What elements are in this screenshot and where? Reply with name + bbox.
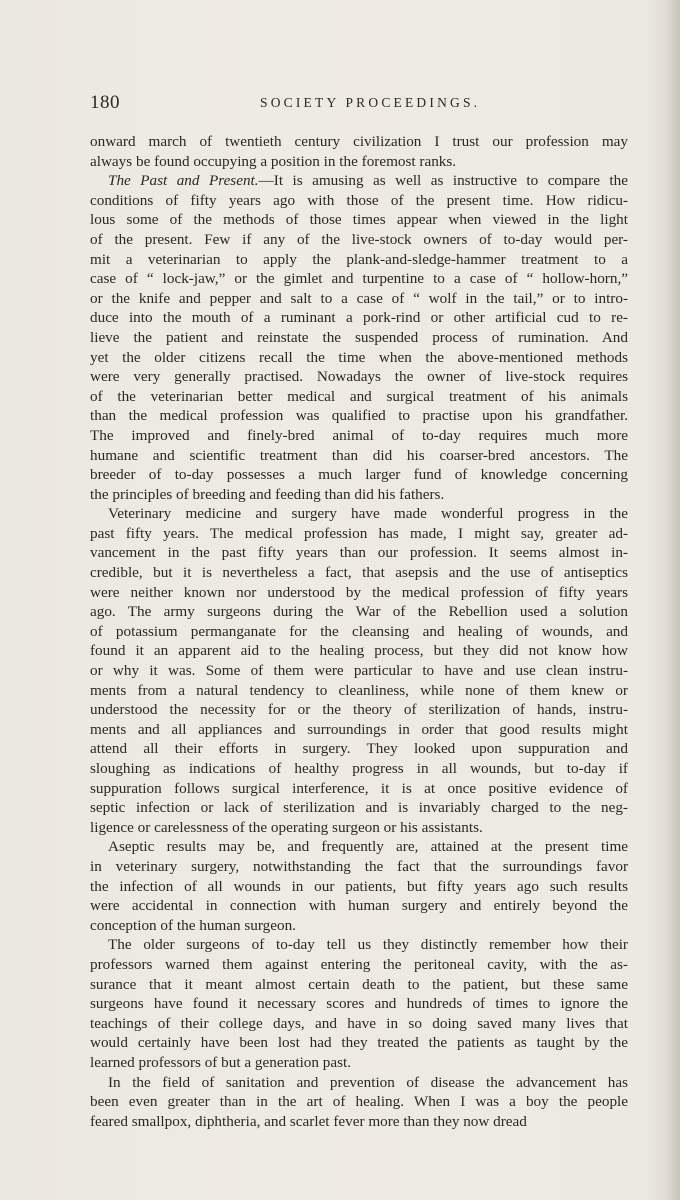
text-line: of the veterinarian better medical and surgical treatment of his animals bbox=[90, 387, 628, 405]
text-line: surance that it meant almost certain death to the patient, but these same bbox=[90, 975, 628, 993]
text-line: conditions of fifty years ago with those of the present time. How ridicu- bbox=[90, 191, 628, 209]
page-header bbox=[90, 92, 630, 116]
text-line: lous some of the methods of those times appear when viewed in the light bbox=[90, 211, 628, 229]
text-line: attend all their efforts in surgery. They looked upon suppuration and bbox=[90, 740, 628, 758]
text-line: septic infection or lack of sterilization and is invariably charged to the neg- bbox=[90, 799, 628, 817]
text-line: teachings of their college days, and have in so doing saved many lives that bbox=[90, 1014, 628, 1032]
body-text bbox=[90, 132, 628, 1131]
paragraph-older-surgeons bbox=[90, 935, 628, 1072]
text-line: the infection of all wounds in our patients, but fifty years ago such results bbox=[90, 877, 628, 895]
text-line: mit a veterinarian to apply the plank-and-sledge-hammer treatment to a bbox=[90, 250, 628, 268]
text-line: understood the necessity for or the theory of sterilization of hands, instru- bbox=[90, 701, 628, 719]
paragraph-sanitation bbox=[90, 1073, 628, 1132]
text-line: feared smallpox, diphtheria, and scarlet fever more than they now dread bbox=[90, 1112, 527, 1130]
text-line: were very generally practised. Nowadays the owner of live-stock requires bbox=[90, 368, 628, 386]
text-line: vancement in the past fifty years than our profession. It seems almost in- bbox=[90, 544, 628, 562]
text-line: ments and all appliances and surroundings in order that good results might bbox=[90, 720, 628, 738]
text-line: than the medical profession was qualified to practise upon his grandfather. bbox=[90, 407, 628, 425]
text-line: humane and scientific treatment than did his coarser-bred ancestors. The bbox=[90, 446, 628, 464]
running-title: SOCIETY PROCEEDINGS. bbox=[260, 95, 481, 110]
text-line: or the knife and pepper and salt to a case of “ wolf in the tail,” or to intro- bbox=[90, 289, 628, 307]
paragraph-aseptic-results bbox=[90, 837, 628, 935]
text-line: Aseptic results may be, and frequently are, attained at the present time bbox=[108, 838, 628, 856]
text-line: the principles of breeding and feeding than did his fathers. bbox=[90, 485, 445, 503]
text-line: lieve the patient and reinstate the suspended process of rumination. And bbox=[90, 328, 628, 346]
text-line: ago. The army surgeons during the War of the Rebellion used a solution bbox=[90, 603, 628, 621]
text-line: of the present. Few if any of the live-stock owners of to-day would per- bbox=[90, 230, 628, 248]
text-line: suppuration follows surgical interference, it is at once positive evidence of bbox=[90, 779, 628, 797]
page-edge-shadow bbox=[666, 0, 680, 1200]
text-line: The older surgeons of to-day tell us they distinctly remember how their bbox=[108, 936, 628, 954]
text-line: surgeons have found it necessary scores and hundreds of times to ignore the bbox=[90, 995, 628, 1013]
text-line: The improved and finely-bred animal of to-day requires much more bbox=[90, 426, 628, 444]
text-line: ligence or carelessness of the operating surgeon or his assistants. bbox=[90, 818, 483, 836]
text-line: conception of the human surgeon. bbox=[90, 916, 296, 934]
text-line: professors warned them against entering the peritoneal cavity, with the as- bbox=[90, 955, 628, 973]
text-line: yet the older citizens recall the time when the above-mentioned methods bbox=[90, 348, 628, 366]
text-line: found it an apparent aid to the healing process, but they did not know how bbox=[90, 642, 628, 660]
text-line: onward march of twentieth century civilization I trust our profession may bbox=[90, 133, 628, 150]
text-line: of potassium permanganate for the cleansing and healing of wounds, and bbox=[90, 622, 628, 640]
line-text: —It is amusing as well as instructive to compare the bbox=[258, 172, 628, 190]
text-line: breeder of to-day possesses a much larger fund of knowledge concerning bbox=[90, 466, 628, 484]
text-line: learned professors of but a generation past. bbox=[90, 1053, 352, 1071]
text-line: were neither known nor understood by the medical profession of fifty years bbox=[90, 583, 628, 601]
text-line: in veterinary surgery, notwithstanding the fact that the surroundings favor bbox=[90, 857, 628, 875]
text-line: would certainly have been lost had they treated the patients as taught by the bbox=[90, 1034, 628, 1052]
paragraph-continued bbox=[90, 132, 628, 171]
text-line: past fifty years. The medical profession has made, I might say, greater ad- bbox=[90, 524, 628, 542]
page-number: 180 bbox=[90, 92, 120, 113]
text-line: credible, but it is nevertheless a fact, that asepsis and the use of antiseptics bbox=[90, 564, 628, 582]
text-line: ments from a natural tendency to cleanliness, while none of them knew or bbox=[90, 681, 628, 699]
text-line: or why it was. Some of them were particular to have and use clean instru- bbox=[90, 662, 628, 680]
text-line: Veterinary medicine and surgery have made wonderful progress in the bbox=[108, 505, 628, 523]
text-line: duce into the mouth of a ruminant a pork-rind or other artificial cud to re- bbox=[90, 309, 628, 327]
section-heading-italic: The Past and Present. bbox=[108, 172, 259, 190]
text-line: were accidental in connection with human surgery and entirely beyond the bbox=[90, 897, 628, 915]
text-line: always be found occupying a position in the foremost ranks. bbox=[90, 152, 457, 170]
paragraph-past-and-present bbox=[90, 171, 628, 504]
text-line bbox=[90, 171, 628, 191]
text-line: In the field of sanitation and prevention of disease the advancement has bbox=[108, 1073, 628, 1091]
paragraph-veterinary-progress bbox=[90, 504, 628, 837]
text-line: case of “ lock-jaw,” or the gimlet and turpentine to a case of “ hollow-horn,” bbox=[90, 270, 628, 288]
text-line: been even greater than in the art of healing. When I was a boy the people bbox=[90, 1093, 628, 1111]
text-line: sloughing as indications of healthy progress in all wounds, but to-day if bbox=[90, 760, 628, 777]
